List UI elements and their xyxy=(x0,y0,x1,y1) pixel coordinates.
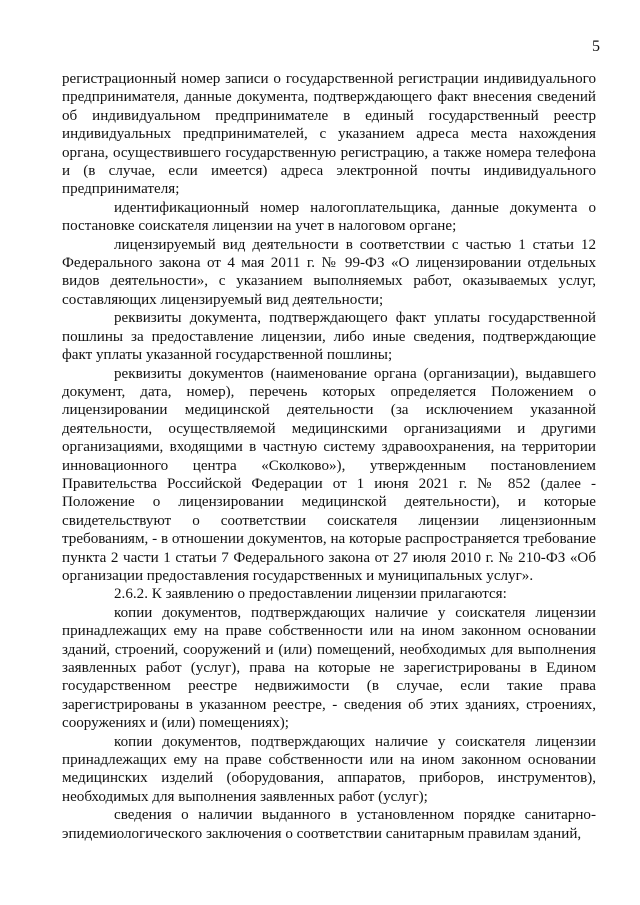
paragraph-5: реквизиты документов (наименование органа (организации), выдавшего документ, дата, номер), перечень которых определяется Положением о лицензировании медицинской деятельности (за исключением указанной деятельности, осуществляемой медицинскими организациями и другими организациями, входящими в частную систему здравоохранения, на территории инновационного центра «Сколково»), утвержденным постановлением Правительства Российской Федерации от 1 июня 2021 г. № 852 (далее - Положение о лицензировании медицинской деятельности), и которые свидетельствуют о соответствии соискателя лицензии лицензионным требованиям, - в отношении документов, на которые распространяется требование пункта 2 части 1 статьи 7 Федерального закона от 27 июля 2010 г. № 210-ФЗ «Об организации предоставления государственных и муниципальных услуг». xyxy=(62,365,596,584)
page-number: 5 xyxy=(592,38,600,55)
paragraph-4: реквизиты документа, подтверждающего факт уплаты государственной пошлины за предоставление лицензии, либо иные сведения, подтверждающие факт уплаты указанной государственной пошлины; xyxy=(62,310,596,364)
paragraph-2: идентификационный номер налогоплательщика, данные документа о постановке соискателя лицензии на учет в налоговом органе; xyxy=(62,199,596,235)
document-body xyxy=(62,70,596,843)
paragraph-7: копии документов, подтверждающих наличие у соискателя лицензии принадлежащих ему на праве собственности или на ином законном основании зданий, строений, сооружений и (или) помещений, необходимых для выполнения заявленных работ (услуг), права на которые не зарегистрированы в Едином государственном реестре недвижимости (в случае, если такие права зарегистрированы в указанном реестре, - сведения об этих зданиях, строениях, сооружениях и (или) помещениях); xyxy=(62,604,596,732)
paragraph-3: лицензируемый вид деятельности в соответствии с частью 1 статьи 12 Федерального закона от 4 мая 2011 г. № 99-ФЗ «О лицензировании отдельных видов деятельности», с указанием выполняемых работ, оказываемых услуг, составляющих лицензируемый вид деятельности; xyxy=(62,236,596,308)
paragraph-8: копии документов, подтверждающих наличие у соискателя лицензии принадлежащих ему на праве собственности или на ином законном основании медицинских изделий (оборудования, аппаратов, приборов, инструментов), необходимых для выполнения заявленных работ (услуг); xyxy=(62,733,596,805)
paragraph-1: регистрационный номер записи о государственной регистрации индивидуального предпринимателя, данные документа, подтверждающего факт внесения сведений об индивидуальном предпринимателе в единый государственный реестр индивидуальных предпринимателей, с указанием адреса места нахождения органа, осуществившего государственную регистрацию, а также номера телефона и (в случае, если имеется) адреса электронной почты индивидуального предпринимателя; xyxy=(62,71,596,198)
paragraph-9: сведения о наличии выданного в установленном порядке санитарно-эпидемиологического заключения о соответствии санитарным правилам зданий, xyxy=(62,807,596,842)
paragraph-6: 2.6.2. К заявлению о предоставлении лицензии прилагаются: xyxy=(114,586,507,603)
